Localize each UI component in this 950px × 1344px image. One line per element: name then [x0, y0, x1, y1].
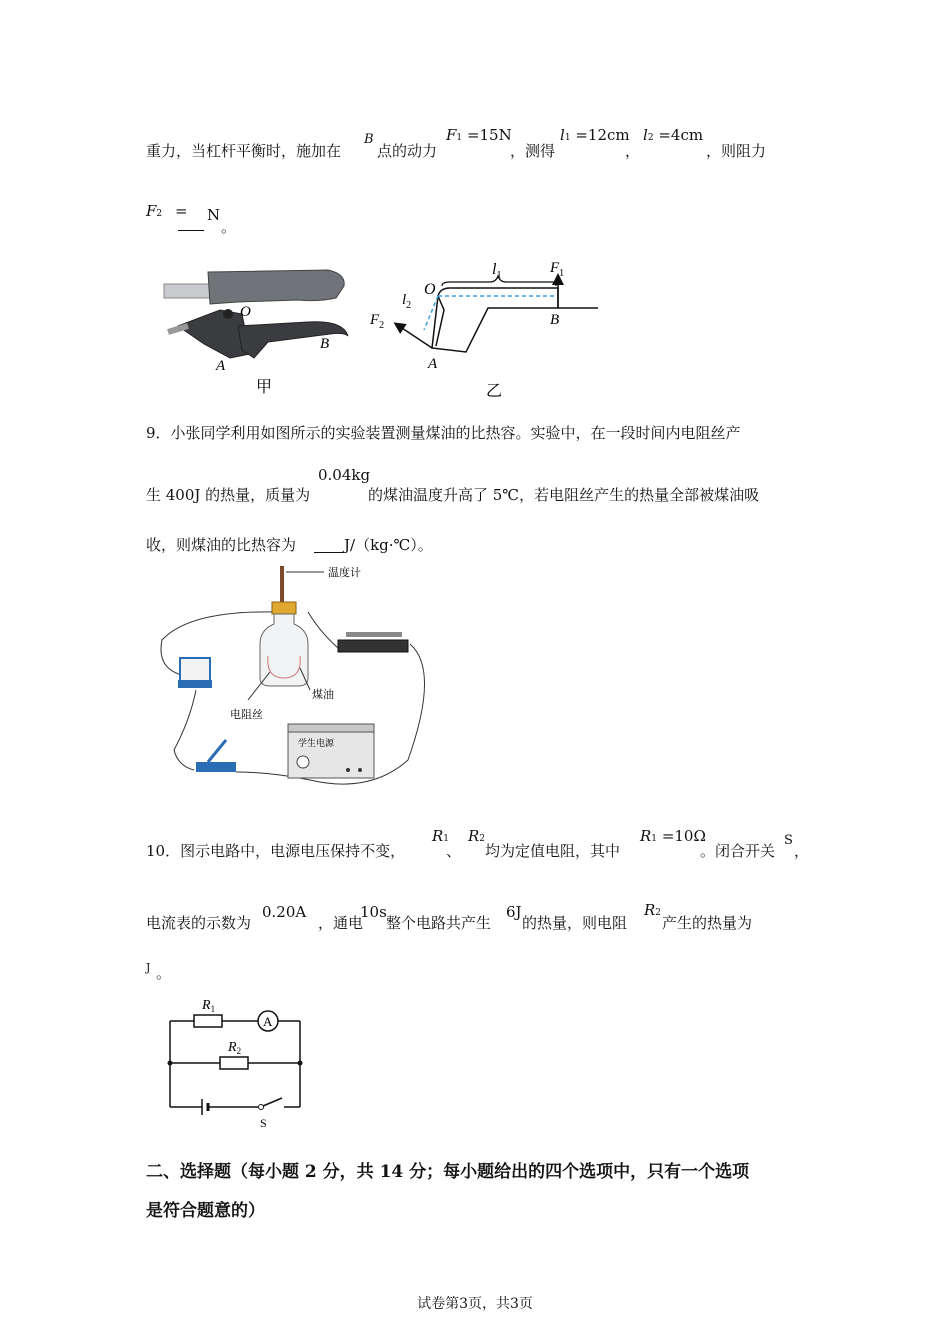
label-a: A [428, 356, 438, 372]
bottle-stopper [272, 602, 296, 614]
r2-label: $R_2$ [228, 1040, 242, 1056]
pivot-o [223, 309, 233, 319]
f2-label: $F_2$ [370, 312, 385, 331]
r1-label: $R_1$ [202, 998, 216, 1014]
resistor-r2 [220, 1057, 248, 1069]
wire-label: 电阻丝 [230, 709, 263, 721]
page-footer: 试卷第3页，共3页 [417, 1296, 533, 1312]
f1-label: $F_1$ [550, 260, 565, 279]
section2-heading-line1: 二、选择题（每小题 2 分，共 14 分；每小题给出的四个选项中，只有一个选项 [146, 1162, 750, 1182]
q10-period: 。 [156, 964, 172, 982]
q10-line1d: ， [794, 842, 810, 860]
q8-dongli-text: 点的动力 [377, 142, 438, 160]
l1-formula: l1 =12cm [560, 126, 630, 144]
q10-line2a: 电流表的示数为 [146, 914, 252, 932]
q10-line1a: 10．图示电路中，电源电压保持不变， [146, 842, 406, 860]
brake-lever-figure [158, 262, 358, 397]
heating-apparatus-figure [150, 560, 440, 795]
f2-answer-blank[interactable] [178, 230, 204, 231]
point-b-label: B [364, 132, 374, 147]
switch-label: S [260, 1116, 267, 1130]
unit-n: N [207, 206, 221, 224]
q10-line2b: ，通电 [318, 914, 364, 932]
switch-s [263, 1098, 282, 1106]
q10-line2d: 的热量，则电阻 [522, 914, 628, 932]
grip [208, 270, 344, 304]
caption-yi: 乙 [486, 383, 503, 400]
ammeter-label: A [263, 1014, 273, 1029]
lever-diagram [366, 258, 606, 400]
f2-arrow [396, 324, 432, 348]
label-b: B [550, 312, 560, 328]
label-a: A [216, 358, 226, 374]
thermometer-label: 温度计 [328, 567, 361, 579]
r2-symbol: R2 [468, 827, 486, 845]
q8-period: 。 [221, 218, 237, 236]
q8-comma: ， [625, 142, 641, 160]
q10-line2e: 产生的热量为 [662, 914, 753, 932]
current-value: 0.20A [262, 903, 307, 921]
q10-line1b: 均为定值电阻，其中 [485, 842, 621, 860]
junction [298, 1061, 303, 1066]
switch-symbol: S [784, 833, 793, 848]
q9-mass: 0.04kg [318, 466, 371, 484]
label-o: O [424, 281, 436, 298]
lever-outline-bottom [432, 296, 558, 352]
f1-formula: F1 =15N [446, 126, 512, 144]
q9-answer-blank[interactable] [314, 552, 344, 553]
q10-sep: 、 [446, 842, 462, 860]
q9-line2a: 生 400J 的热量，质量为 [146, 486, 311, 504]
r1-value: R1 =10Ω [640, 827, 706, 845]
q9-line1: 9．小张同学利用如图所示的实验装置测量煤油的比热容。实验中，在一段时间内电阻丝产 [146, 424, 741, 442]
unit-j: J [146, 961, 151, 974]
q9-line3a: 收，则煤油的比热容为 [146, 536, 297, 554]
r1-symbol: R1 [432, 827, 450, 845]
q8-line1: 重力，当杠杆平衡时，施加在 [146, 142, 342, 160]
junction [168, 1061, 173, 1066]
resistor-r1 [194, 1015, 222, 1027]
q9-line3b: J/（kg·℃）。 [344, 536, 433, 554]
l1-label: $l_1$ [492, 261, 502, 281]
q9-line2b: 的煤油温度升高了 5℃，若电阻丝产生的热量全部被煤油吸 [368, 486, 760, 504]
label-o: O [240, 304, 251, 320]
q8-zuli-text: ，则阻力 [706, 142, 767, 160]
energy-value: 6J [506, 903, 522, 921]
time-value: 10s [360, 903, 387, 921]
oil-label: 煤油 [312, 689, 334, 701]
l2-formula: l2 =4cm [643, 126, 704, 144]
power-label: 学生电源 [298, 738, 335, 748]
lever-arm [238, 322, 348, 358]
q10-line1c: 。闭合开关 [700, 842, 776, 860]
section2-heading-line2: 是符合题意的） [146, 1201, 265, 1221]
rheostat [338, 640, 408, 652]
circuit-diagram [160, 995, 310, 1130]
caption-jia: 甲 [256, 379, 273, 396]
r2-label-inline: R2 [644, 901, 662, 919]
l2-label: $l_2$ [402, 292, 412, 311]
switch [196, 762, 236, 772]
f2-formula: F2 = [146, 202, 188, 220]
lever-outline-top [438, 288, 598, 308]
label-b: B [320, 336, 330, 352]
q8-cede-text: ，测得 [510, 142, 556, 160]
q10-line2c: 整个电路共产生 [386, 914, 492, 932]
